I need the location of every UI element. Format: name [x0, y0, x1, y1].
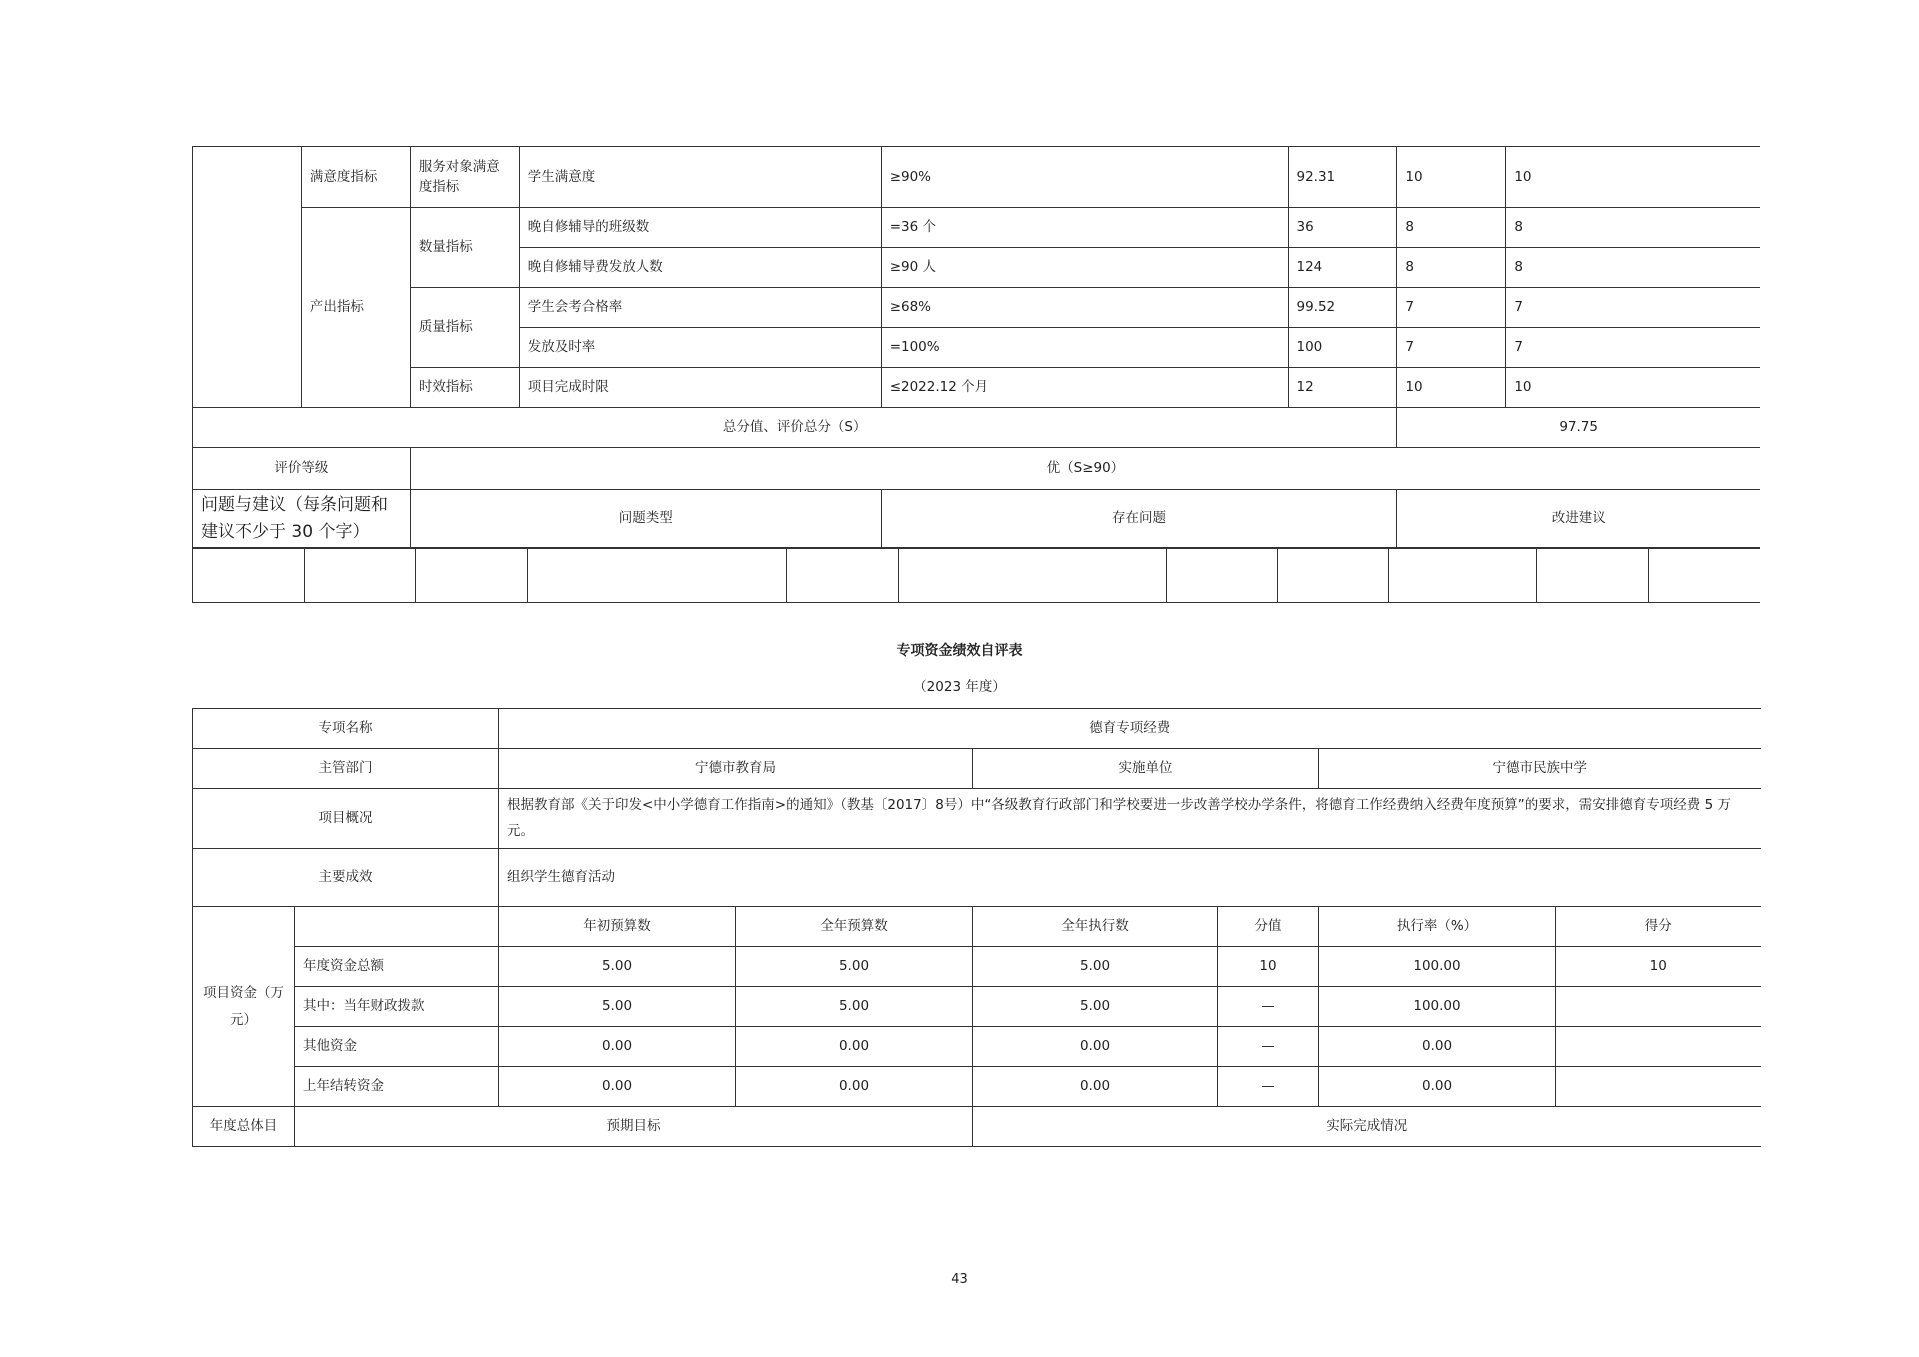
total-score-label: 总分值、评价总分（S） — [193, 408, 1397, 448]
weight-cell: 8 — [1397, 208, 1506, 248]
special-fund-table — [192, 708, 1761, 1147]
effect-value: 组织学生德育活动 — [499, 849, 1761, 907]
fund-cell — [1556, 987, 1761, 1027]
fund-cell: 0.00 — [1319, 1027, 1556, 1067]
indicator-cell: 晚自修辅导费发放人数 — [519, 248, 881, 288]
score-cell: 10 — [1506, 368, 1760, 408]
empty-cell — [1537, 549, 1649, 603]
target-cell: =100% — [881, 328, 1288, 368]
actual-completion-header: 实际完成情况 — [973, 1107, 1761, 1147]
fund-cell: 0.00 — [973, 1067, 1218, 1107]
fund-cell: 5.00 — [736, 987, 973, 1027]
indicator-cell: 发放及时率 — [519, 328, 881, 368]
score-cell: 8 — [1506, 208, 1760, 248]
empty-cell — [295, 907, 499, 947]
empty-cell — [304, 549, 416, 603]
actual-satisfaction: 92.31 — [1288, 147, 1397, 208]
issue-problem-header: 存在问题 — [881, 490, 1397, 548]
expected-goal-header: 预期目标 — [295, 1107, 973, 1147]
weight-cell: 7 — [1397, 288, 1506, 328]
unit-label: 实施单位 — [973, 749, 1319, 789]
fund-row-label: 其他资金 — [295, 1027, 499, 1067]
fund-cell: 0.00 — [973, 1027, 1218, 1067]
header-executed: 全年执行数 — [973, 907, 1218, 947]
table2-year: （2023 年度） — [913, 679, 1006, 695]
fund-cell: 10 — [1218, 947, 1319, 987]
indicator-cell: 学生会考合格率 — [519, 288, 881, 328]
empty-cell — [193, 549, 305, 603]
level1-satisfaction: 满意度指标 — [301, 147, 410, 208]
fund-cell — [1556, 1027, 1761, 1067]
unit-value: 宁德市民族中学 — [1319, 749, 1761, 789]
empty-cell — [1648, 549, 1760, 603]
header-weight: 分值 — [1218, 907, 1319, 947]
indicator-cell: 项目完成时限 — [519, 368, 881, 408]
weight-satisfaction: 10 — [1397, 147, 1506, 208]
indicator-satisfaction: 学生满意度 — [519, 147, 881, 208]
fund-cell: 0.00 — [736, 1027, 973, 1067]
fund-cell: 10 — [1556, 947, 1761, 987]
empty-cell — [1167, 549, 1278, 603]
target-cell: =36 个 — [881, 208, 1288, 248]
actual-cell: 124 — [1288, 248, 1397, 288]
quantity-indicator-label: 数量指标 — [410, 208, 519, 288]
project-name-value: 德育专项经费 — [499, 709, 1761, 749]
actual-cell: 100 — [1288, 328, 1397, 368]
grade-value: 优（S≥90） — [410, 448, 1760, 490]
grade-label: 评价等级 — [193, 448, 411, 490]
issue-type-header: 问题类型 — [410, 490, 881, 548]
project-name-label: 专项名称 — [193, 709, 499, 749]
empty-cell — [1389, 549, 1537, 603]
actual-cell: 12 — [1288, 368, 1397, 408]
page-number: 43 — [951, 1272, 968, 1287]
table2-title: 专项资金绩效自评表 — [896, 643, 1023, 659]
weight-cell: 10 — [1397, 368, 1506, 408]
performance-indicator-table — [192, 146, 1760, 548]
empty-cell — [416, 549, 528, 603]
total-score-value: 97.75 — [1397, 408, 1760, 448]
fund-cell: 0.00 — [499, 1067, 736, 1107]
fund-cell: 5.00 — [736, 947, 973, 987]
goal-label: 年度总体目 — [193, 1107, 295, 1147]
fund-cell: 0.00 — [499, 1027, 736, 1067]
header-score: 得分 — [1556, 907, 1761, 947]
fund-cell: 100.00 — [1319, 987, 1556, 1027]
fund-cell — [1556, 1067, 1761, 1107]
score-cell: 7 — [1506, 328, 1760, 368]
header-initial-budget: 年初预算数 — [499, 907, 736, 947]
fund-cell: 0.00 — [736, 1067, 973, 1107]
fund-cell: 5.00 — [973, 987, 1218, 1027]
effect-label: 主要成效 — [193, 849, 499, 907]
fund-cell: 5.00 — [499, 987, 736, 1027]
target-cell: ≤2022.12 个月 — [881, 368, 1288, 408]
dept-value: 宁德市教育局 — [499, 749, 973, 789]
fund-cell: — — [1218, 987, 1319, 1027]
empty-cell — [1277, 549, 1389, 603]
fund-label: 项目资金（万元） — [193, 907, 295, 1107]
fund-cell: 0.00 — [1319, 1067, 1556, 1107]
fund-row-label: 上年结转资金 — [295, 1067, 499, 1107]
blank-cell — [193, 147, 302, 408]
overview-value: 根据教育部《关于印发<中小学德育工作指南>的通知》（教基〔2017〕8号）中“各级教育行政部门和学校要进一步改善学校办学条件，将德育工作经费纳入经费年度预算”的要求，需安排德育专项经费 5 万元。 — [499, 789, 1761, 849]
fund-row-label: 年度资金总额 — [295, 947, 499, 987]
indicator-cell: 晚自修辅导的班级数 — [519, 208, 881, 248]
output-indicator-label: 产出指标 — [301, 208, 410, 408]
actual-cell: 99.52 — [1288, 288, 1397, 328]
fund-cell: 5.00 — [499, 947, 736, 987]
header-annual-budget: 全年预算数 — [736, 907, 973, 947]
target-cell: ≥68% — [881, 288, 1288, 328]
empty-cell — [898, 549, 1166, 603]
fund-row-label: 其中：当年财政拨款 — [295, 987, 499, 1027]
weight-cell: 7 — [1397, 328, 1506, 368]
fund-cell: — — [1218, 1027, 1319, 1067]
dept-label: 主管部门 — [193, 749, 499, 789]
score-cell: 7 — [1506, 288, 1760, 328]
empty-cell — [787, 549, 899, 603]
issues-empty-row — [192, 548, 1760, 603]
issues-label: 问题与建议（每条问题和建议不少于 30 个字） — [193, 490, 411, 548]
weight-cell: 8 — [1397, 248, 1506, 288]
fund-cell: 5.00 — [973, 947, 1218, 987]
fund-cell: 100.00 — [1319, 947, 1556, 987]
quality-indicator-label: 质量指标 — [410, 288, 519, 368]
overview-label: 项目概况 — [193, 789, 499, 849]
timeliness-indicator-label: 时效指标 — [410, 368, 519, 408]
issue-suggestion-header: 改进建议 — [1397, 490, 1760, 548]
empty-cell — [527, 549, 786, 603]
target-cell: ≥90 人 — [881, 248, 1288, 288]
actual-cell: 36 — [1288, 208, 1397, 248]
fund-cell: — — [1218, 1067, 1319, 1107]
target-satisfaction: ≥90% — [881, 147, 1288, 208]
level2-satisfaction: 服务对象满意度指标 — [410, 147, 519, 208]
score-satisfaction: 10 — [1506, 147, 1760, 208]
header-exec-rate: 执行率（%） — [1319, 907, 1556, 947]
score-cell: 8 — [1506, 248, 1760, 288]
